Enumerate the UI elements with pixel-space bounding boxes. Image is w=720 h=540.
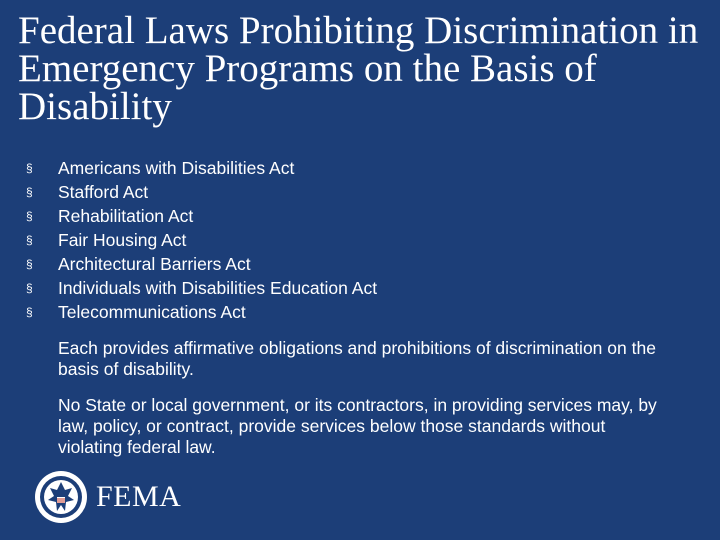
bullet-icon: §	[26, 161, 33, 175]
list-item	[26, 228, 377, 252]
bullet-icon: §	[26, 185, 33, 199]
law-name: Telecommunications Act	[58, 302, 246, 322]
bullet-icon: §	[26, 209, 33, 223]
law-name: Rehabilitation Act	[58, 206, 194, 226]
law-name: Individuals with Disabilities Education Act	[58, 278, 378, 298]
law-name: Fair Housing Act	[58, 230, 187, 250]
bullet-icon: §	[26, 257, 33, 271]
dhs-seal-icon	[34, 470, 88, 524]
list-item	[26, 252, 377, 276]
slide-title: Federal Laws Prohibiting Discrimination in Emergency Programs on the Basis of Disability	[18, 9, 699, 128]
law-name: Americans with Disabilities Act	[58, 158, 295, 178]
list-item	[26, 180, 377, 204]
fema-wordmark: FEMA	[96, 480, 182, 513]
law-name: Architectural Barriers Act	[58, 254, 251, 274]
bullet-icon: §	[26, 281, 33, 295]
list-item	[26, 300, 377, 324]
obligations-paragraph: Each provides affirmative obligations and prohibitions of discrimination on the basis of disability.	[58, 338, 656, 379]
standards-paragraph: No State or local government, or its contractors, in providing services may, by law, policy, or contract, provide services below those standards without violating federal law.	[58, 395, 657, 457]
bullet-icon: §	[26, 233, 33, 247]
bullet-icon: §	[26, 305, 33, 319]
law-name: Stafford Act	[58, 182, 149, 202]
list-item	[26, 204, 377, 228]
fema-logo	[34, 470, 181, 524]
list-item	[26, 156, 377, 180]
law-list	[26, 156, 377, 324]
list-item	[26, 276, 377, 300]
